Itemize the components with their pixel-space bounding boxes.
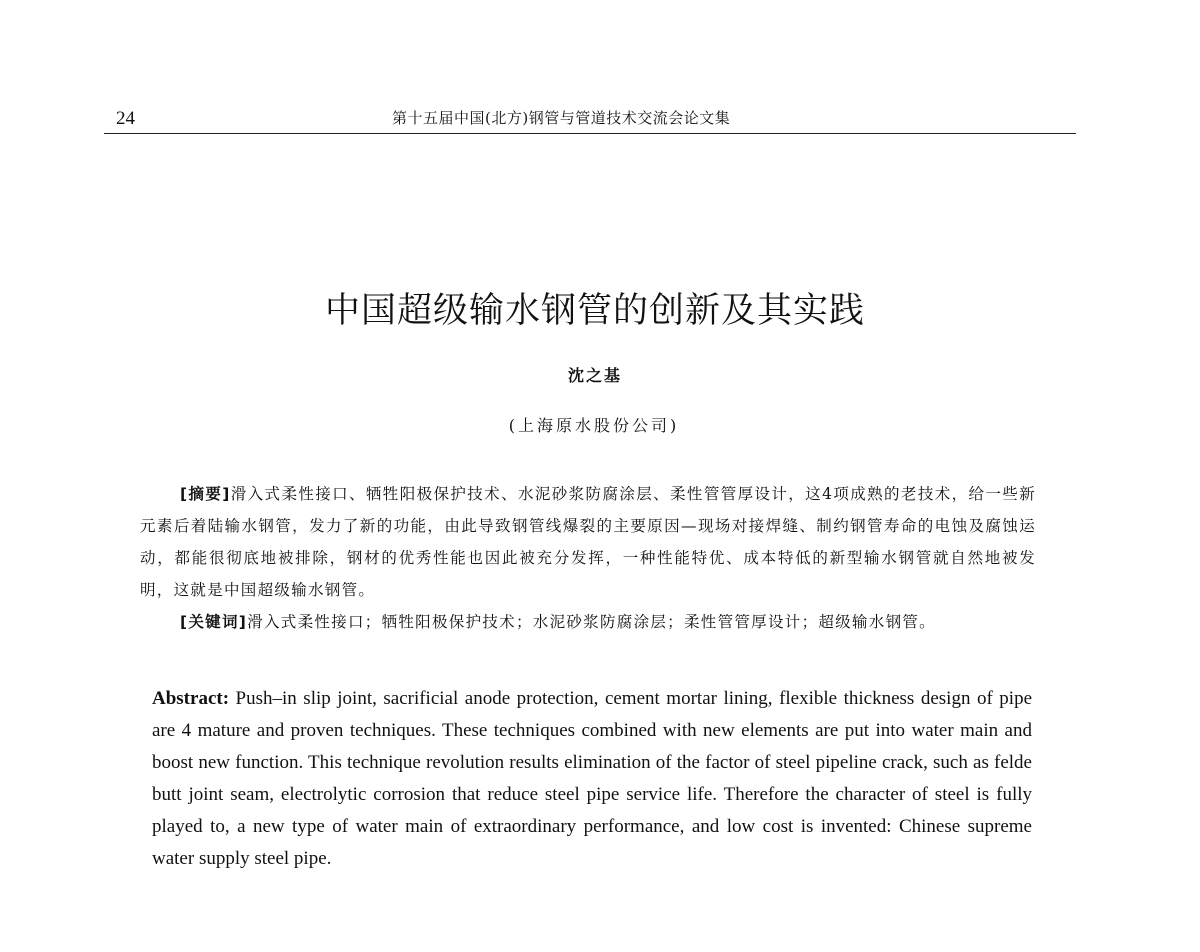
page-number: 24	[116, 108, 135, 129]
keywords-chinese	[140, 606, 1036, 638]
abstract-chinese-label: [摘要]	[180, 485, 231, 503]
keywords-chinese-paragraph	[140, 606, 1036, 638]
abstract-english-label: Abstract:	[152, 688, 230, 709]
abstract-chinese-paragraph	[140, 478, 1036, 606]
header-rule	[104, 133, 1076, 134]
running-header: 第十五届中国(北方)钢管与管道技术交流会论文集	[392, 109, 731, 127]
keywords-chinese-text: 滑入式柔性接口；牺牲阳极保护技术；水泥砂浆防腐涂层；柔性管管厚设计；超级输水钢管。	[247, 613, 936, 631]
paper-title: 中国超级输水钢管的创新及其实践	[324, 291, 865, 331]
abstract-english	[152, 683, 1032, 875]
abstract-chinese-text: 滑入式柔性接口、牺牲阳极保护技术、水泥砂浆防腐涂层、柔性管管厚设计，这4项成熟的老技术，给一些新元素后着陆输水钢管，发力了新的功能，由此导致钢管线爆裂的主要原因—现场对接焊缝、制约钢管寿命的电蚀及腐蚀运动，都能很彻底地被排除，钢材的优秀性能也因此被充分发挥，一种性能特优、成本特低的新型输水钢管就自然地被发明，这就是中国超级输水钢管。	[140, 485, 1036, 599]
keywords-chinese-label: [关键词]	[180, 613, 248, 631]
abstract-english-text: Push–in slip joint, sacrificial anode protection, cement mortar lining, flexible thickness design of pipe are 4 mature and proven techniques. These techniques combined with new elements are put into water main and boost new function. This technique revolution results elimination of the factor of steel pipeline crack, such as felde butt joint seam, electrolytic corrosion that reduce steel pipe service life. Therefore the character of steel is fully played to, a new type of water main of extraordinary performance, and low cost is invented: Chinese supreme water supply steel pipe.	[152, 688, 1033, 869]
author-affiliation: (上海原水股份公司)	[508, 416, 680, 435]
author-name: 沈之基	[567, 366, 622, 385]
abstract-chinese	[140, 478, 1036, 606]
